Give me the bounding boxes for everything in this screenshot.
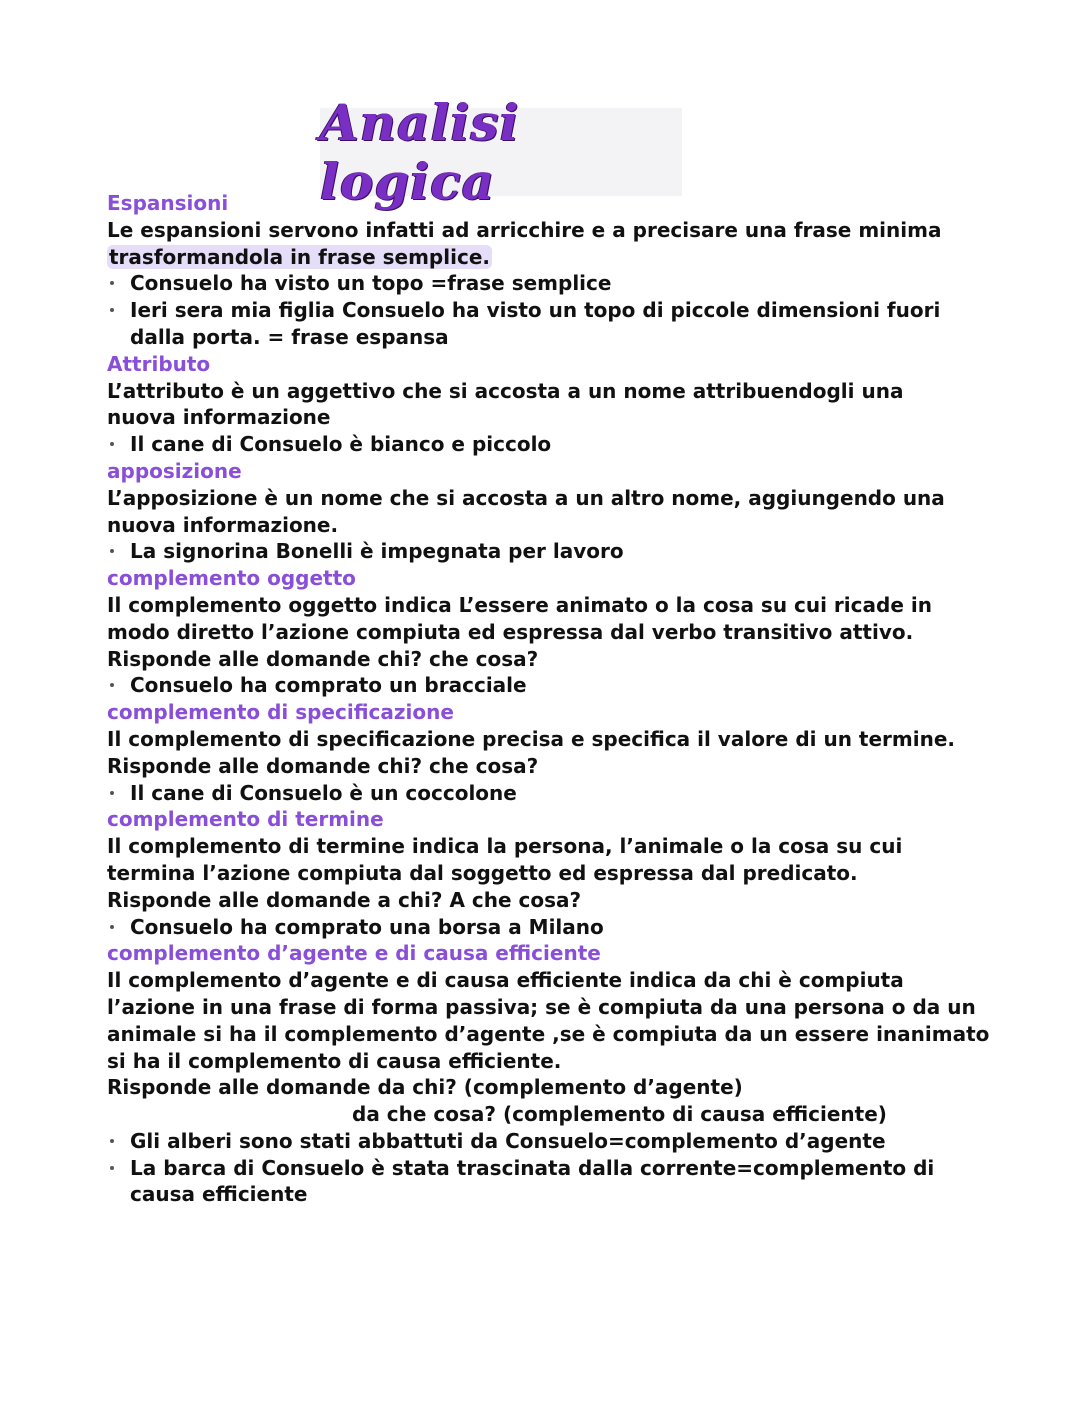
section-heading-agente: complemento d’agente e di causa efficiente: [107, 941, 601, 966]
example-bullet: Consuelo ha comprato una borsa a Milano: [107, 914, 977, 941]
text-line: Risponde alle domande chi? che cosa?: [107, 753, 539, 778]
example-bullet: La signorina Bonelli è impegnata per lavoro: [107, 538, 977, 565]
text-line: animale si ha il complemento d’agente ,se è compiuta da un essere inanimato: [107, 1021, 990, 1046]
text-line: termina l’azione compiuta dal soggetto ed espressa dal predicato.: [107, 860, 858, 885]
text-line: Risponde alle domande chi? che cosa?: [107, 646, 539, 671]
section-heading-specificazione: complemento di specificazione: [107, 700, 454, 725]
highlighted-text: trasformandola in frase semplice.: [109, 244, 490, 269]
section-heading-apposizione: apposizione: [107, 458, 242, 483]
text-line: Il complemento d’agente e di causa efficiente indica da chi è compiuta: [107, 968, 904, 993]
section-heading-attributo: Attributo: [107, 351, 211, 376]
text-line: Le espansioni servono infatti ad arricchire e a precisare una frase minima: [107, 217, 942, 242]
text-line: l’azione in una frase di forma passiva; se è compiuta da una persona o da un: [107, 994, 976, 1019]
section-heading-espansioni: Espansioni: [107, 191, 229, 215]
text-line: L’apposizione è un nome che si accosta a un altro nome, aggiungendo una: [107, 485, 945, 510]
text-line: Risponde alle domande da chi? (complemento d’agente): [107, 1075, 743, 1100]
text-line: si ha il complemento di causa efficiente.: [107, 1048, 562, 1073]
title-banner: [320, 93, 682, 211]
page-title: Analisi logica: [320, 93, 520, 211]
text-line: L’attributo è un aggettivo che si accosta a un nome attribuendogli una: [107, 378, 904, 403]
example-bullet: Il cane di Consuelo è bianco e piccolo: [107, 431, 977, 458]
example-bullet: Il cane di Consuelo è un coccolone: [107, 780, 977, 807]
text-line: nuova informazione.: [107, 512, 339, 537]
section-heading-oggetto: complemento oggetto: [107, 566, 356, 591]
example-bullet: Consuelo ha visto un topo =frase semplice: [107, 270, 977, 297]
example-continuation: causa efficiente: [130, 1182, 308, 1207]
text-line: Il complemento di termine indica la persona, l’animale o la cosa su cui: [107, 834, 903, 859]
example-bullet: Gli alberi sono stati abbattuti da Consuelo=complemento d’agente: [107, 1128, 977, 1155]
text-line: Il complemento oggetto indica L’essere animato o la cosa su cui ricade in: [107, 592, 932, 617]
example-continuation: dalla porta. = frase espansa: [130, 324, 449, 349]
text-line: Risponde alle domande a chi? A che cosa?: [107, 887, 582, 912]
text-line: nuova informazione: [107, 405, 331, 430]
example-bullet: La barca di Consuelo è stata trascinata dalla corrente=complemento di: [107, 1155, 977, 1182]
text-line: Il complemento di specificazione precisa e specifica il valore di un termine.: [107, 726, 955, 751]
text-line-indented: da che cosa? (complemento di causa efficiente): [352, 1102, 887, 1127]
text-line-wrap: [107, 244, 977, 271]
notes-body: [107, 190, 990, 1208]
example-bullet: Consuelo ha comprato un bracciale: [107, 672, 977, 699]
text-line: modo diretto l’azione compiuta ed espressa dal verbo transitivo attivo.: [107, 619, 914, 644]
section-heading-termine: complemento di termine: [107, 807, 384, 832]
example-bullet: Ieri sera mia figlia Consuelo ha visto un topo di piccole dimensioni fuori: [107, 297, 977, 324]
